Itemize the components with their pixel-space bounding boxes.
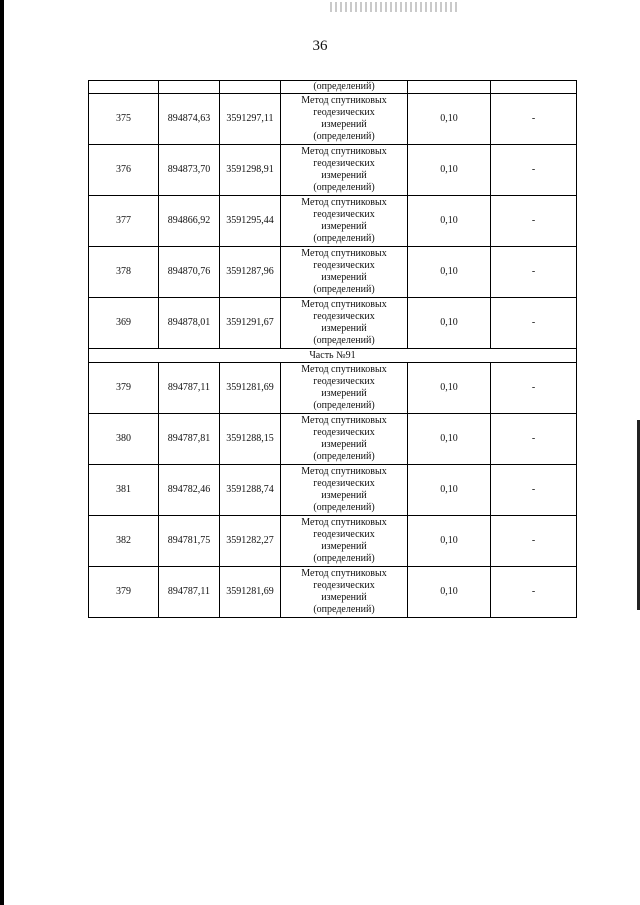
method-line: (определений) xyxy=(313,400,375,411)
section-header-row xyxy=(89,349,577,363)
method-cell xyxy=(281,247,408,298)
table-row xyxy=(89,465,577,516)
method-cell xyxy=(281,465,408,516)
method-line: измерений xyxy=(321,592,367,603)
table-row xyxy=(89,247,577,298)
point-number-cell: 380 xyxy=(89,414,159,465)
accuracy-cell: 0,10 xyxy=(408,196,491,247)
accuracy-cell: 0,10 xyxy=(408,516,491,567)
method-line: (определений) xyxy=(313,131,375,142)
table-row xyxy=(89,414,577,465)
y-coordinate-cell: 3591288,15 xyxy=(220,414,281,465)
method-line: геодезических xyxy=(313,580,375,591)
method-line: геодезических xyxy=(313,427,375,438)
table-row xyxy=(89,516,577,567)
method-line: (определений) xyxy=(313,233,375,244)
method-line: измерений xyxy=(321,388,367,399)
table-row xyxy=(89,298,577,349)
method-line: измерений xyxy=(321,490,367,501)
accuracy-cell: 0,10 xyxy=(408,298,491,349)
note-cell: - xyxy=(491,196,577,247)
table-row xyxy=(89,145,577,196)
note-cell: - xyxy=(491,363,577,414)
scan-artifact xyxy=(330,2,460,12)
method-line: геодезических xyxy=(313,107,375,118)
accuracy-cell: 0,10 xyxy=(408,145,491,196)
table-row xyxy=(89,567,577,618)
x-coordinate-cell: 894878,01 xyxy=(159,298,220,349)
page-number: 36 xyxy=(312,38,328,54)
point-number-cell: 382 xyxy=(89,516,159,567)
method-cell xyxy=(281,145,408,196)
point-number-cell: 379 xyxy=(89,567,159,618)
point-number-cell: 369 xyxy=(89,298,159,349)
x-coordinate-cell: 894787,81 xyxy=(159,414,220,465)
x-coordinate-cell: 894870,76 xyxy=(159,247,220,298)
method-line: (определений) xyxy=(313,284,375,295)
accuracy-cell: 0,10 xyxy=(408,363,491,414)
table-row xyxy=(89,363,577,414)
method-line: геодезических xyxy=(313,478,375,489)
x-coordinate-cell: 894782,46 xyxy=(159,465,220,516)
method-line: измерений xyxy=(321,119,367,130)
point-number-cell: 376 xyxy=(89,145,159,196)
method-cell xyxy=(281,567,408,618)
coordinates-table xyxy=(88,80,577,618)
method-line: измерений xyxy=(321,170,367,181)
method-line: геодезических xyxy=(313,260,375,271)
point-number-cell: 381 xyxy=(89,465,159,516)
method-line: Метод спутниковых xyxy=(301,146,387,157)
method-cell xyxy=(281,414,408,465)
method-cell xyxy=(281,298,408,349)
method-cell xyxy=(281,94,408,145)
note-cell: - xyxy=(491,247,577,298)
y-coordinate-cell: 3591281,69 xyxy=(220,567,281,618)
note-cell: - xyxy=(491,298,577,349)
point-number-cell: 375 xyxy=(89,94,159,145)
x-coordinate-cell: 894787,11 xyxy=(159,363,220,414)
y-coordinate-cell: 3591281,69 xyxy=(220,363,281,414)
y-coordinate-cell: 3591291,67 xyxy=(220,298,281,349)
method-line: Метод спутниковых xyxy=(301,415,387,426)
table-row xyxy=(89,94,577,145)
method-cell xyxy=(281,363,408,414)
method-line: измерений xyxy=(321,541,367,552)
x-coordinate-cell: 894873,70 xyxy=(159,145,220,196)
point-number-cell: 378 xyxy=(89,247,159,298)
section-label: Часть №91 xyxy=(89,349,577,363)
y-coordinate-cell: 3591295,44 xyxy=(220,196,281,247)
note-cell: - xyxy=(491,465,577,516)
continuation-row xyxy=(89,81,577,94)
note-cell: - xyxy=(491,414,577,465)
method-line: Метод спутниковых xyxy=(301,197,387,208)
method-line: (определений) xyxy=(313,182,375,193)
method-line: Метод спутниковых xyxy=(301,248,387,259)
accuracy-cell: 0,10 xyxy=(408,94,491,145)
method-line: геодезических xyxy=(313,158,375,169)
accuracy-cell: 0,10 xyxy=(408,465,491,516)
y-coordinate-cell: 3591298,91 xyxy=(220,145,281,196)
method-line: Метод спутниковых xyxy=(301,517,387,528)
method-line: (определений) xyxy=(313,553,375,564)
method-cell: (определений) xyxy=(281,81,408,94)
method-line: Метод спутниковых xyxy=(301,466,387,477)
x-coordinate-cell: 894787,11 xyxy=(159,567,220,618)
method-line: геодезических xyxy=(313,209,375,220)
note-cell: - xyxy=(491,516,577,567)
accuracy-cell: 0,10 xyxy=(408,567,491,618)
scan-edge-left xyxy=(0,0,4,905)
method-line: Метод спутниковых xyxy=(301,95,387,106)
y-coordinate-cell: 3591282,27 xyxy=(220,516,281,567)
method-line: Метод спутниковых xyxy=(301,299,387,310)
point-number-cell: 379 xyxy=(89,363,159,414)
method-line: измерений xyxy=(321,439,367,450)
method-line: геодезических xyxy=(313,529,375,540)
point-number-cell: 377 xyxy=(89,196,159,247)
method-line: геодезических xyxy=(313,311,375,322)
accuracy-cell: 0,10 xyxy=(408,247,491,298)
method-line: (определений) xyxy=(313,451,375,462)
method-line: геодезических xyxy=(313,376,375,387)
method-line: измерений xyxy=(321,323,367,334)
y-coordinate-cell: 3591288,74 xyxy=(220,465,281,516)
y-coordinate-cell: 3591287,96 xyxy=(220,247,281,298)
note-cell: - xyxy=(491,567,577,618)
table-row xyxy=(89,196,577,247)
method-line: Метод спутниковых xyxy=(301,568,387,579)
method-line: измерений xyxy=(321,221,367,232)
x-coordinate-cell: 894781,75 xyxy=(159,516,220,567)
note-cell: - xyxy=(491,94,577,145)
y-coordinate-cell: 3591297,11 xyxy=(220,94,281,145)
method-line: (определений) xyxy=(313,604,375,615)
method-cell xyxy=(281,196,408,247)
method-cell xyxy=(281,516,408,567)
accuracy-cell: 0,10 xyxy=(408,414,491,465)
method-line: измерений xyxy=(321,272,367,283)
x-coordinate-cell: 894874,63 xyxy=(159,94,220,145)
x-coordinate-cell: 894866,92 xyxy=(159,196,220,247)
note-cell: - xyxy=(491,145,577,196)
method-line: Метод спутниковых xyxy=(301,364,387,375)
method-line: (определений) xyxy=(313,502,375,513)
method-line: (определений) xyxy=(313,335,375,346)
